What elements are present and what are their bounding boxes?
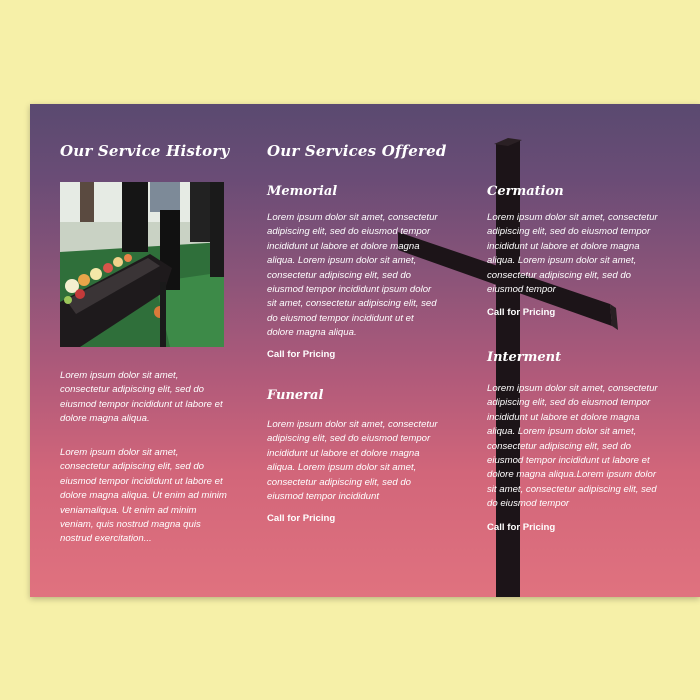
funeral-photo: [60, 182, 224, 347]
funeral-body: Lorem ipsum dolor sit amet, consectetur adipiscing elit, sed do eiusmod tempor incididunt ut labore et dolore magna aliqua. Lorem ipsum dolor sit amet, consectetur adipiscing elit, sed do eiusmod tempor incididunt: [267, 419, 438, 503]
service-history-paragraph-1: Lorem ipsum dolor sit amet, consectetur adipiscing elit, sed do eiusmod tempor incididunt ut labore et dolore magna aliqua.: [60, 370, 223, 425]
memorial-call-for-pricing: Call for Pricing: [267, 349, 336, 360]
service-history-heading: Our Service History: [60, 142, 230, 160]
funeral-call-for-pricing: Call for Pricing: [267, 513, 336, 524]
cremation-call-for-pricing: Call for Pricing: [487, 307, 556, 318]
cross-beam-end: [610, 304, 618, 330]
brochure: [30, 104, 700, 597]
funeral-title: Funeral: [267, 388, 324, 403]
cremation-body: Lorem ipsum dolor sit amet, consectetur adipiscing elit, sed do eiusmod tempor incididunt ut labore et dolore magna aliqua. Lorem ipsum dolor sit amet, consectetur adipiscing elit, sed do eiusmod tempor: [487, 212, 658, 296]
cremation-title: Cermation: [487, 184, 564, 199]
interment-title: Interment: [487, 350, 562, 365]
interment-call-for-pricing: Call for Pricing: [487, 522, 556, 533]
memorial-title: Memorial: [267, 184, 338, 199]
service-history-paragraph-2: Lorem ipsum dolor sit amet, consectetur adipiscing elit, sed do eiusmod tempor incididunt ut labore et dolore magna aliqua. Ut enim ad minim veniamaliqua. Ut enim ad minim veniam, quis nostrud magna quis nostrud exercitation...: [60, 447, 227, 545]
memorial-body: Lorem ipsum dolor sit amet, consectetur adipiscing elit, sed do eiusmod tempor incididunt ut labore et dolore magna aliqua. Lorem ipsum dolor sit amet, consectetur adipiscing elit, sed do eiusmod tempor incididunt ipsum dolor sit amet, consectetur adipiscing elit, sed do eiusmod tempor incididunt ut et dolore magna aliqua.: [267, 212, 438, 339]
interment-body: Lorem ipsum dolor sit amet, consectetur adipiscing elit, sed do eiusmod tempor incididunt ut labore et dolore magna aliqua. Lorem ipsum dolor sit amet, consectetur adipiscing elit, sed do eiusmod tempor incididunt ut labore et dolore magna aliqua.Lorem ipsum dolor sit amet, consectetur adipiscing elit, sed do eiusmod tempor: [487, 383, 658, 510]
services-offered-heading: Our Services Offered: [267, 142, 447, 160]
